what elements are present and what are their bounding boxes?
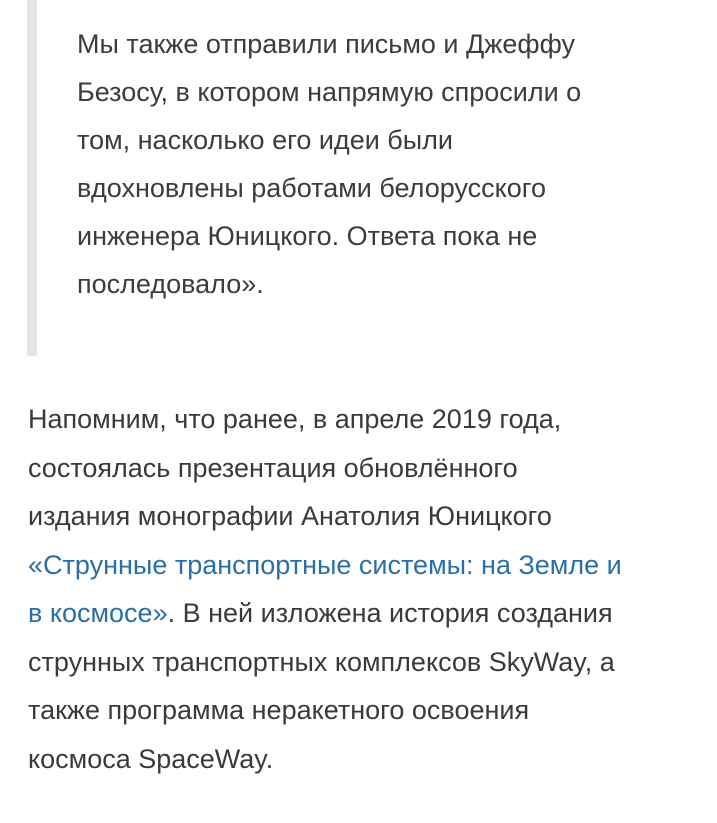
paragraph-line-link-end [28, 589, 698, 638]
paragraph-line-link [28, 541, 698, 590]
quote-line: Безосу, в котором напрямую спросили о [77, 77, 582, 107]
paragraph-text: . В ней изложена история создания [167, 598, 613, 628]
quote-line: вдохновлены работами белорусского [77, 173, 547, 203]
paragraph-line: состоялась презентация обновлённого [28, 452, 518, 483]
paragraph-line: издания монографии Анатолия Юницкого [28, 501, 552, 531]
paragraph-line: космоса SpaceWay. [28, 743, 274, 774]
quote-line: инженера Юницкого. Ответа пока не [77, 221, 538, 251]
article-paragraph [28, 395, 698, 783]
paragraph-line: также программа неракетного освоения [28, 695, 530, 725]
quote-line: Мы также отправили письмо и Джеффу [77, 29, 575, 59]
quote-text [77, 20, 677, 308]
quote-line: последовало». [77, 269, 264, 299]
monograph-link[interactable]: «Струнные транспортные системы: на Земле и [28, 549, 622, 580]
blockquote [27, 0, 687, 356]
paragraph-line: струнных транспортных комплексов SkyWay, а [28, 646, 615, 677]
monograph-link-continued[interactable]: в космосе» [28, 598, 168, 628]
paragraph-line: Напомним, что ранее, в апреле 2019 года, [28, 404, 562, 434]
quote-line: том, насколько его идеи были [77, 125, 453, 155]
